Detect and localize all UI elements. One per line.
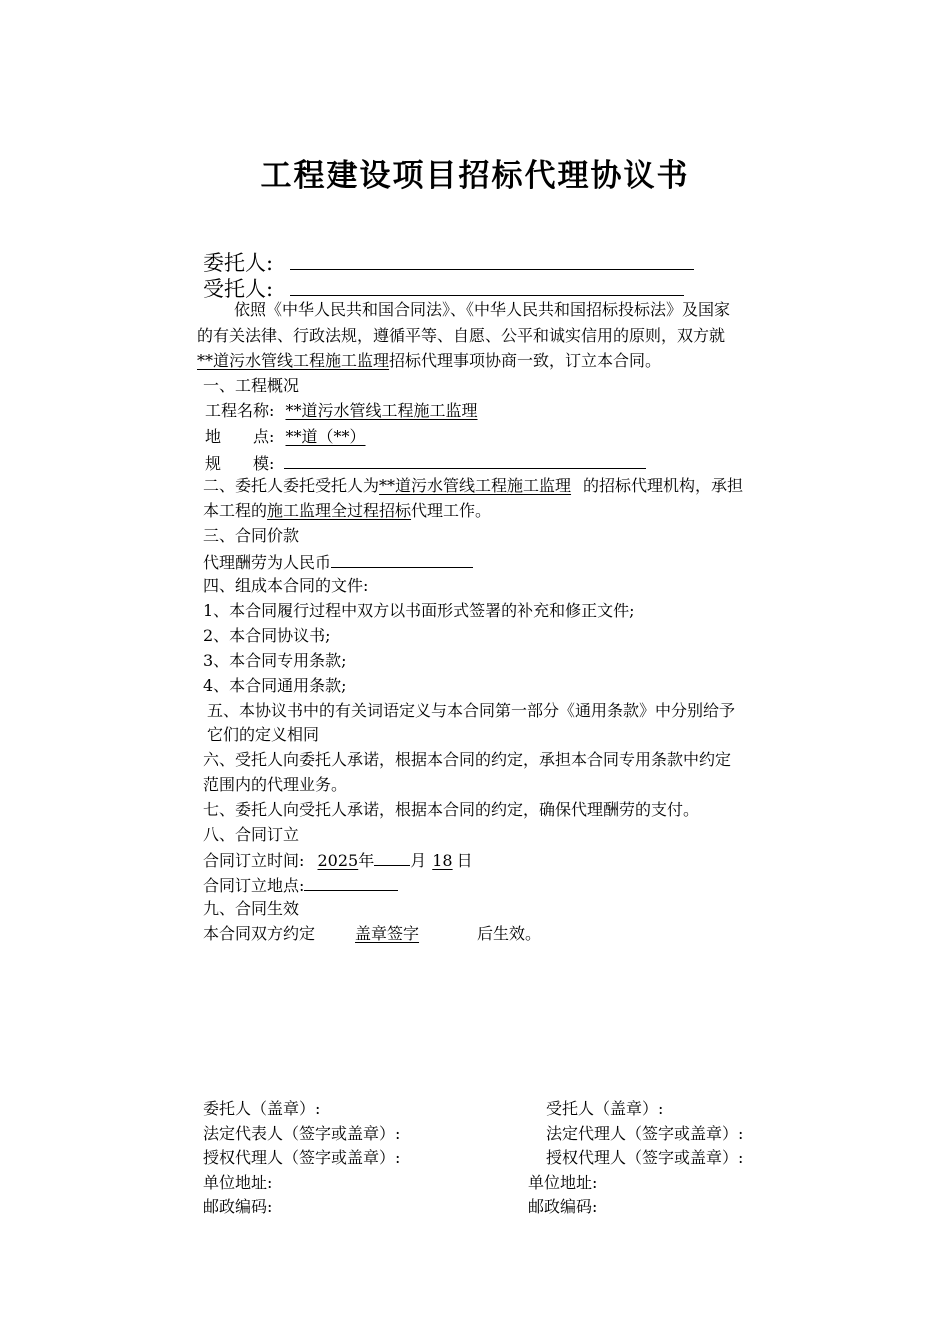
section-2-line2-suffix: 代理工作。 [411, 501, 492, 520]
project-scale-blank [284, 452, 646, 469]
fee-label: 代理酬劳为人民币 [203, 553, 332, 572]
preamble-line-1: 依照《中华人民共和国合同法》、《中华人民共和国招标投标法》及国家 [234, 300, 731, 319]
client-label: 委托人: [203, 251, 274, 275]
section-2-prefix: 二、委托人委托受托人为 [203, 476, 380, 495]
left-signature-1: 委托人（盖章）: [203, 1099, 321, 1118]
agent-label: 受托人: [203, 277, 274, 301]
section-2-line2-prefix: 本工程的 [203, 501, 268, 520]
agent-party-line [203, 275, 684, 301]
section-5-line-1: 五、本协议书中的有关词语定义与本合同第一部分《通用条款》中分别给予 [207, 701, 736, 720]
project-name-row [205, 401, 504, 421]
section-2-scope: 施工监理全过程招标 [267, 501, 412, 520]
project-place-value: **道（**） [285, 427, 366, 446]
section-8-heading: 八、合同订立 [203, 825, 300, 844]
section-6-line-2: 范围内的代理业务。 [203, 775, 348, 794]
signing-place-row [203, 874, 398, 896]
right-signature-1: 受托人（盖章）: [546, 1099, 664, 1118]
right-signature-3: 授权代理人（签字或盖章）: [546, 1148, 744, 1167]
section-6-line-1: 六、受托人向委托人承诺，根据本合同的约定，承担本合同专用条款中约定 [203, 750, 732, 769]
signing-place-blank [304, 874, 398, 891]
left-signature-5: 邮政编码: [203, 1197, 273, 1216]
effectiveness-method: 盖章签字 [355, 924, 420, 943]
preamble-project: **道污水管线工程施工监理 [197, 351, 390, 370]
section-2-line-2 [203, 501, 491, 521]
agent-blank [290, 275, 684, 296]
month-unit: 月 [410, 851, 427, 870]
signing-day: 18 [432, 851, 453, 870]
section-4-heading: 四、组成本合同的文件: [203, 576, 369, 595]
document-item-2: 2、本合同协议书; [203, 626, 331, 645]
left-signature-4: 单位地址: [203, 1173, 273, 1192]
day-unit: 日 [456, 851, 473, 870]
section-2-suffix: 的招标代理机构，承担 [583, 476, 744, 495]
right-signature-4: 单位地址: [528, 1173, 598, 1192]
preamble-rest: 招标代理事项协商一致，订立本合同。 [389, 351, 662, 370]
month-blank [374, 849, 410, 866]
section-2-line-1 [203, 476, 743, 496]
signing-date-row [203, 849, 473, 871]
effectiveness-row [203, 924, 541, 944]
year-unit: 年 [358, 851, 375, 870]
fee-row [203, 551, 473, 573]
section-9-heading: 九、合同生效 [203, 899, 300, 918]
right-signature-2: 法定代理人（签字或盖章）: [546, 1124, 744, 1143]
preamble-line-3 [197, 351, 661, 371]
section-5-line-2: 它们的定义相同 [207, 725, 320, 744]
signing-year: 2025 [317, 851, 359, 870]
project-place-label: 地 点: [205, 427, 275, 446]
client-blank [290, 249, 694, 270]
effectiveness-suffix: 后生效。 [477, 924, 542, 943]
project-scale-label: 规 模: [205, 454, 275, 473]
effectiveness-prefix: 本合同双方约定 [203, 924, 316, 943]
client-party-line [203, 249, 694, 275]
preamble-line-2: 的有关法律、行政法规，遵循平等、自愿、公平和诚实信用的原则，双方就 [197, 326, 726, 345]
left-signature-3: 授权代理人（签字或盖章）: [203, 1148, 401, 1167]
left-signature-2: 法定代表人（签字或盖章）: [203, 1124, 401, 1143]
signing-place-label: 合同订立地点: [203, 876, 305, 895]
document-item-4: 4、本合同通用条款; [203, 676, 347, 695]
project-place-row [205, 427, 514, 447]
project-name-label: 工程名称: [205, 401, 275, 420]
fee-blank [331, 551, 473, 568]
signing-date-label: 合同订立时间: [203, 851, 305, 870]
section-7-line: 七、委托人向受托人承诺，根据本合同的约定，确保代理酬劳的支付。 [203, 800, 700, 819]
section-1-heading: 一、工程概况 [203, 376, 300, 395]
document-item-1: 1、本合同履行过程中双方以书面形式签署的补充和修正文件; [203, 601, 635, 620]
document-title: 工程建设项目招标代理协议书 [260, 158, 690, 194]
section-2-project: **道污水管线工程施工监理 [379, 476, 572, 495]
section-3-heading: 三、合同价款 [203, 526, 300, 545]
project-name-value: **道污水管线工程施工监理 [285, 401, 478, 420]
document-item-3: 3、本合同专用条款; [203, 651, 347, 670]
right-signature-5: 邮政编码: [528, 1197, 598, 1216]
project-scale-row [205, 452, 646, 474]
